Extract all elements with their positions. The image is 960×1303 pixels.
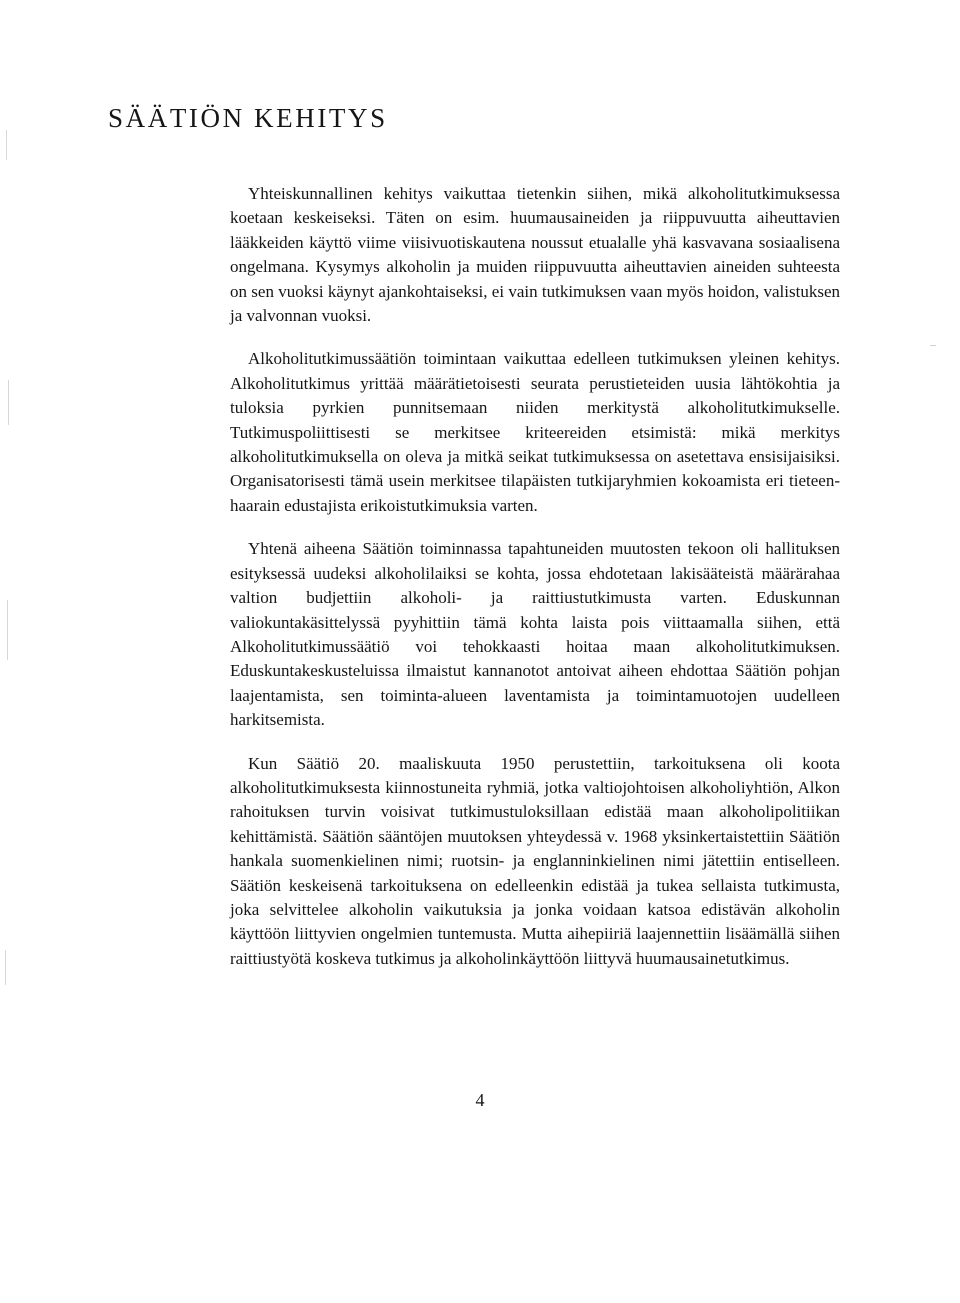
paragraph-2: Alkoholitutkimussäätiön toimintaan vaikuttaa edelleen tutkimuksen yleinen kehitys. Alkoholitutkimus yrittää määrätietoisesti seurata perustieteiden uusia lähtökohtia ja tuloksia pyrkien punnitsemaan niiden merkitystä alkoholitutkimukselle. Tutkimuspoliittisesti se merkitsee kriteereiden etsimistä: mikä merkitys alkoholitutkimuksella on oleva ja mitkä seikat tutkimuksessa on asetettava ensisijaisiksi. Organisatorisesti tämä usein merkitsee tilapäisten tutkijaryhmien kokoamista eri tieteenhaarain edustajista erikoistutkimuksia varten.: [230, 349, 840, 515]
paragraph-3: Yhtenä aiheena Säätiön toiminnassa tapahtuneiden muutosten tekoon oli hallituksen esityksessä uudeksi alkoholilaiksi se kohta, jossa ehdotetaan lakisääteistä määrärahaa valtion budjettiin alkoholi- ja raittiustutkimusta varten. Eduskunnan valiokuntakäsittelyssä pyyhittiin tämä kohta laista pois viittaamalla siihen, että Alkoholitutkimussäätiö voi tehokkaasti hoitaa maan alkoholitutkimuksen. Eduskuntakeskusteluissa ilmaistut kannanotot antoivat aiheen ehdottaa Säätiön pohjan laajentamista, sen toiminta-alueen laventamista ja toimintamuotojen uudelleen harkitsemista.: [230, 539, 840, 730]
scan-mark: [8, 380, 9, 425]
scan-mark: [6, 130, 7, 160]
scan-mark: [5, 950, 6, 985]
paragraph-4: Kun Säätiö 20. maaliskuuta 1950 perustettiin, tarkoituksena oli koota alkoholitutkimuksesta kiinnostuneita ryhmiä, jotka valtiojohtoisen alkoholiyhtiön, Alkon rahoituksen turvin voisivat tutkimustuloksillaan edistää maan alkoholipolitiikan kehittämistä. Säätiön sääntöjen muutoksen yhteydessä v. 1968 yksinkertaistettiin Säätiön hankala suomenkielinen nimi; ruotsin- ja englanninkielinen nimi jätettiin entiselleen. Säätiön keskeisenä tarkoituksena on edelleenkin edistää ja tukea sellaista tutkimusta, joka selvittelee alkoholin vaikutuksia ja jonka voidaan katsoa edistävän alkoholin käyttöön liittyvien ongelmien tuntemusta. Mutta aihepiiriä laajennettiin lisäämällä siihen raittiustyötä koskeva tutkimus ja alkoholinkäyttöön liittyvä huumausainetutkimus.: [230, 753, 840, 968]
body-text: [230, 182, 840, 990]
page-title: SÄÄTIÖN KEHITYS: [108, 103, 388, 133]
page-number: 4: [475, 1090, 485, 1110]
scan-mark: [7, 600, 8, 660]
paragraph-1: Yhteiskunnallinen kehitys vaikuttaa tietenkin siihen, mikä alkoholitutkimuksessa koetaan keskeiseksi. Täten on esim. huumausaineiden ja riippuvuutta aiheuttavien lääkkeiden käyttö viime viisivuotiskautena noussut etualalle yhä kasvavana sosiaalisena ongelmana. Kysymys alkoholin ja muiden riippuvuutta aiheuttavien aineiden suhteesta on sen vuoksi käynyt ajankohtaiseksi, ei vain tutkimuksen vaan myös hoidon, valistuksen ja valvonnan vuoksi.: [230, 184, 840, 326]
scan-mark: [930, 345, 936, 346]
